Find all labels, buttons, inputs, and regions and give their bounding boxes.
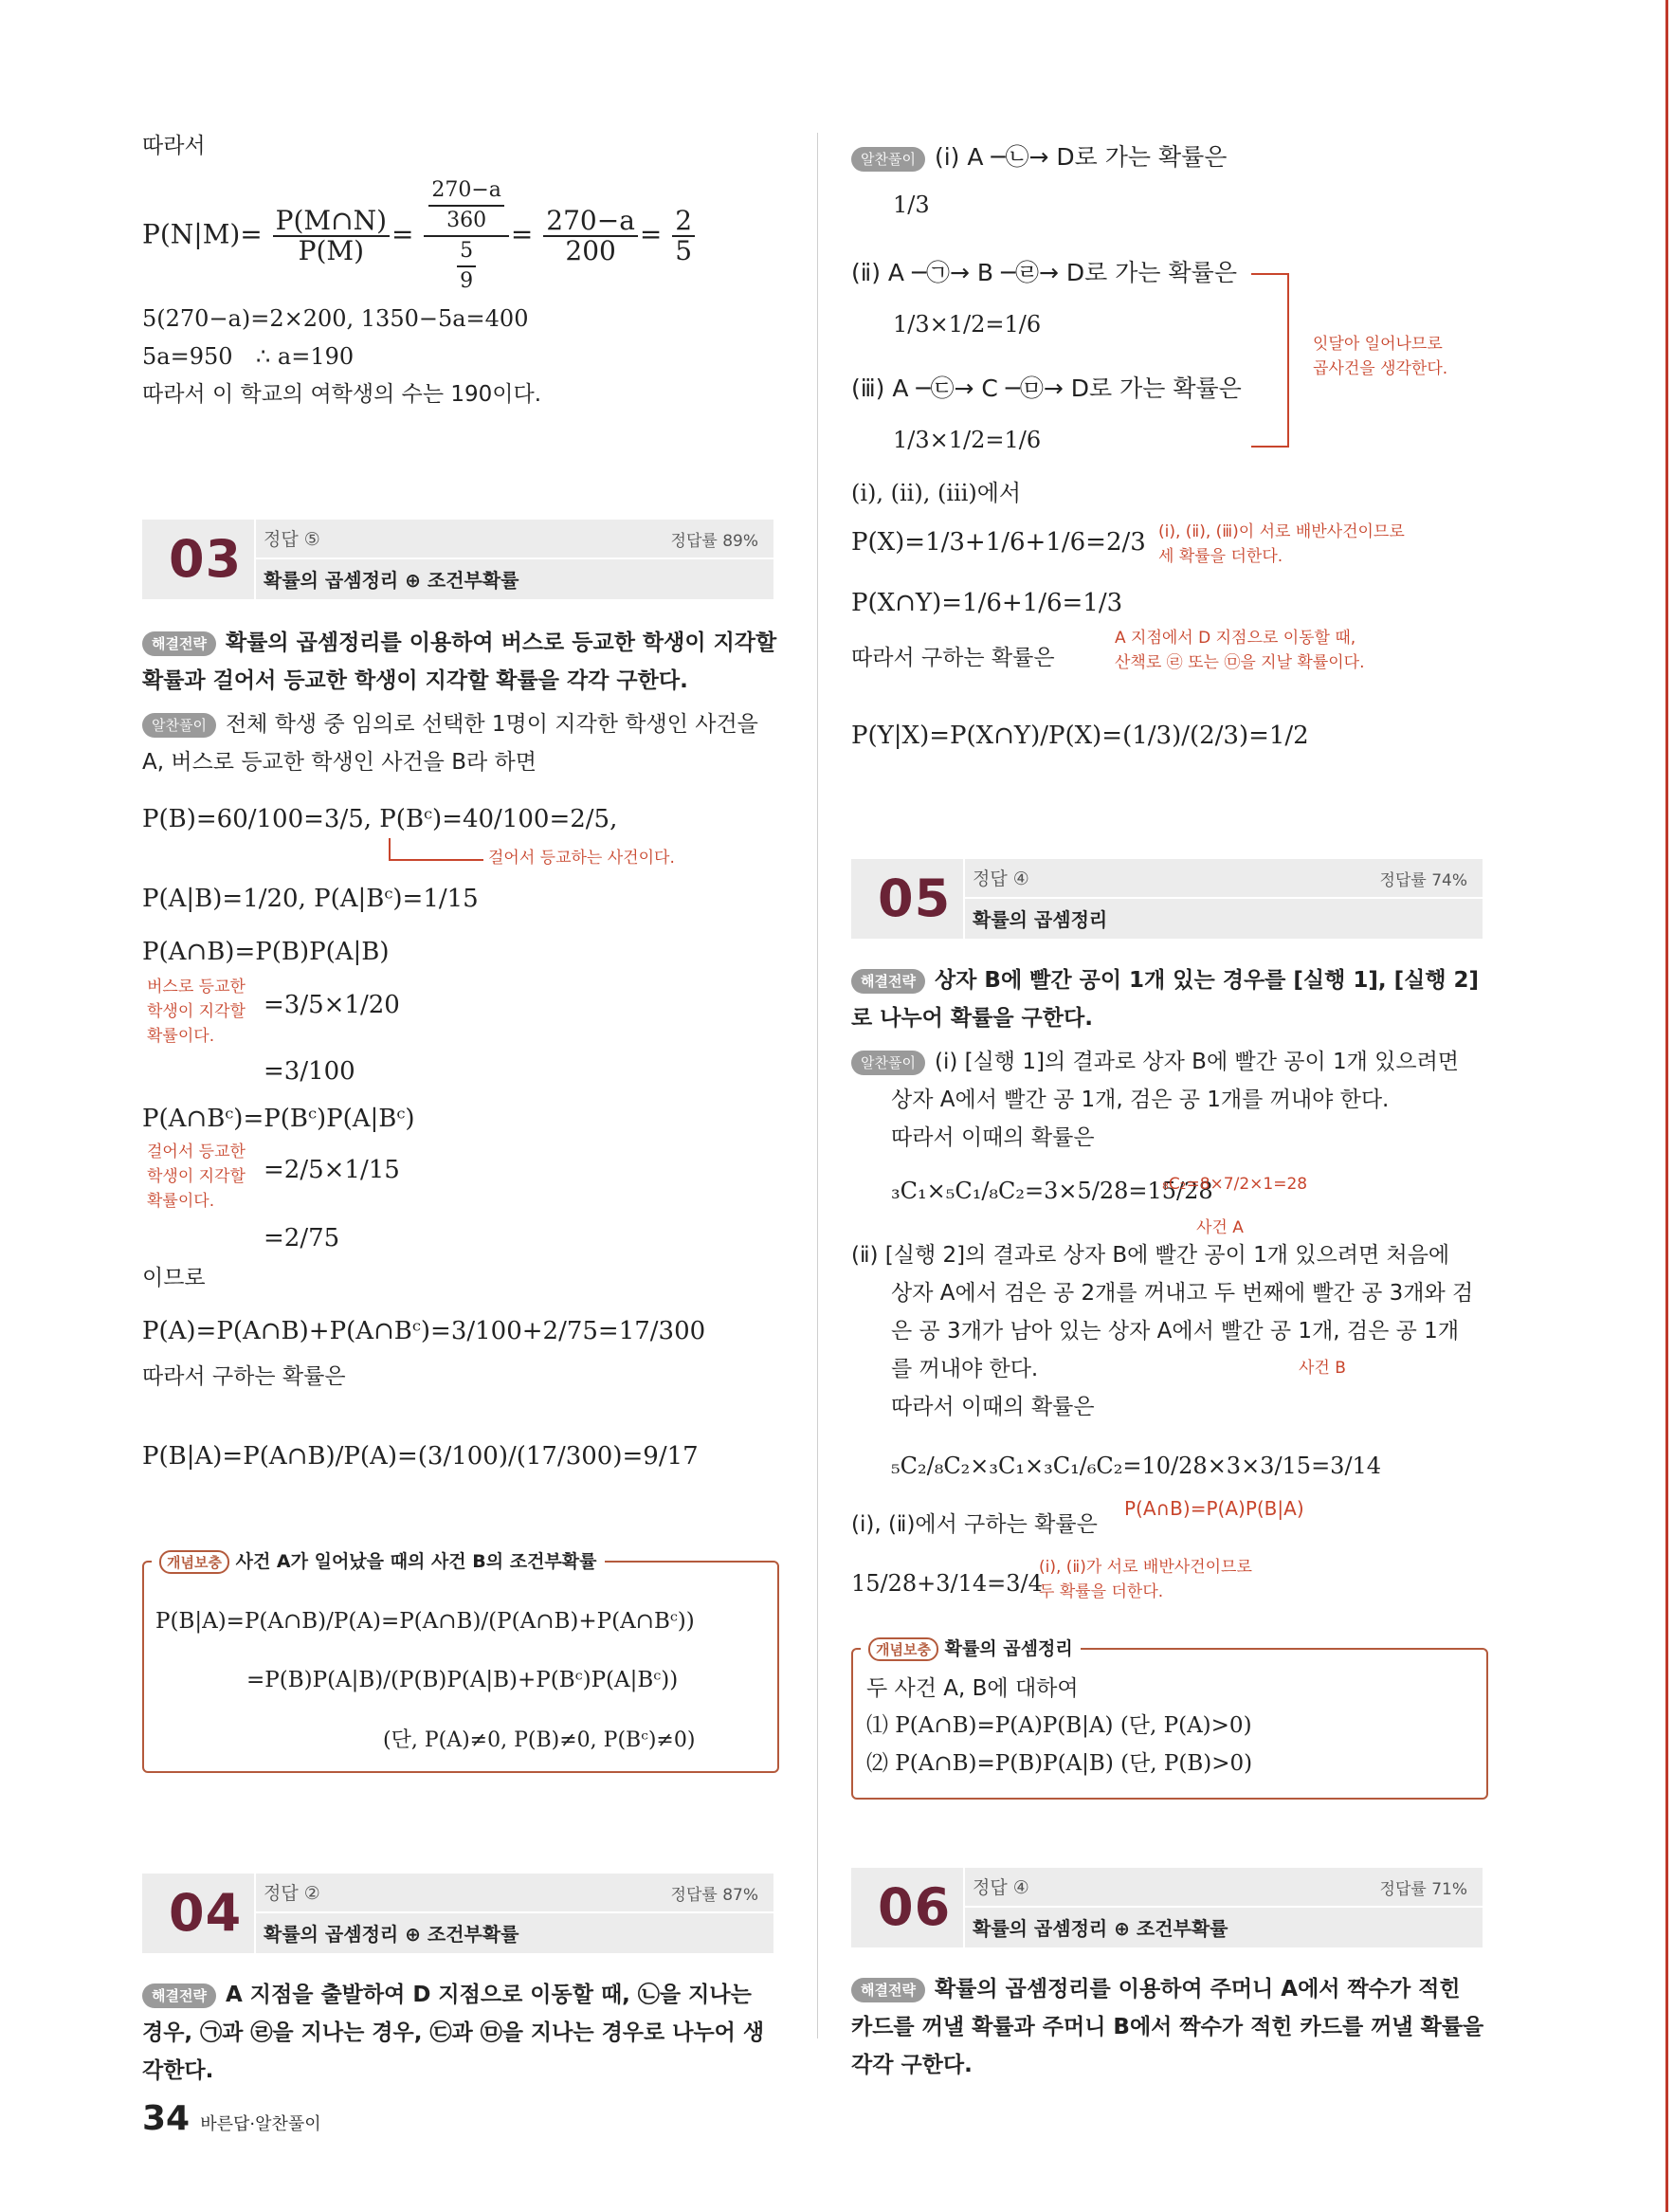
eq-pa: P(A)=P(A∩B)+P(A∩Bᶜ)=3/100+2/75=17/300	[142, 1317, 706, 1345]
note-multiplication: P(A∩B)=P(A)P(B|A)	[1124, 1497, 1304, 1520]
solution-badge: 알찬풀이	[851, 1051, 925, 1075]
note-combination: ₈C₂=8×7/2×1=28	[1162, 1175, 1308, 1194]
answer-label: 정답 ⑤	[264, 529, 320, 550]
note-line	[389, 859, 483, 861]
solution-03-intro: 알찬풀이 전체 학생 중 임의로 선택한 1명이 지각한 학생인 사건을 A, 버스로 등교한 학생인 사건을 B라 하면	[142, 712, 758, 775]
eq-pb: P(B)=60/100=3/5, P(Bᶜ)=40/100=2/5,	[142, 805, 618, 833]
section-number: 05	[878, 868, 952, 928]
r3-value: 1/3×1/2=1/6	[893, 427, 1042, 453]
section-number: 03	[169, 529, 243, 589]
formula-pnm: P(N|M)= $\frac{P(M\cap N)}{P(M)}$ = $\frac{\frac{270-a}{360}}{\frac{5}{9}}$ = $\frac{270-a}{200}$ = $\frac{2}{5}$	[142, 176, 697, 296]
strategy-badge: 해결전략	[142, 631, 216, 656]
s8-line: 를 꺼내야 한다.	[891, 1357, 1039, 1381]
note-walk: 걸어서 등교하는 사건이다.	[488, 849, 675, 868]
solution-badge: 알찬풀이	[142, 713, 216, 738]
note-path: A 지점에서 D 지점으로 이동할 때, 산책로 ㉣ 또는 ㉤을 지날 확률이다.	[1115, 629, 1365, 672]
note-line	[389, 838, 391, 861]
section-header-06	[851, 1868, 1483, 1947]
eq-s10: ₅C₂/₈C₂×₃C₁×₃C₁/₆C₂=10/28×3×3/15=3/14	[891, 1453, 1382, 1479]
section-topic: 확률의 곱셈정리 ⊕ 조건부확률	[973, 1917, 1228, 1940]
r2-line: (ⅱ) A ─㉠→ B ─㉣→ D로 가는 확률은	[851, 259, 1237, 286]
strategy-badge: 해결전략	[851, 969, 925, 994]
strategy-04: 해결전략 A 지점을 출발하여 D 지점으로 이동할 때, ㉡을 지나는 경우, ㉠과 ㉣을 지나는 경우, ㉢과 ㉤을 지나는 경우로 나누어 생각한다.	[142, 1983, 765, 2083]
eq-s12: 15/28+3/14=3/4	[851, 1570, 1043, 1597]
eq-panbc: P(A∩Bᶜ)=P(Bᶜ)P(A|Bᶜ)	[142, 1105, 415, 1133]
solution-04: 알찬풀이 (ⅰ) A ─㉡→ D로 가는 확률은	[851, 138, 1227, 177]
page-number: 34	[142, 2099, 191, 2138]
concept-box-title: 개념보충 사건 A가 일어났을 때의 사건 B의 조건부확률	[152, 1547, 605, 1574]
step-2: =3/100	[264, 1057, 355, 1086]
accuracy-rate: 정답률 74%	[1379, 871, 1467, 890]
section-number: 04	[169, 1883, 243, 1943]
step-1: =3/5×1/20	[264, 991, 400, 1019]
result-line: 따라서 이 학교의 여학생의 수는 190이다.	[142, 382, 542, 407]
eq-pba: P(B|A)=P(A∩B)/P(A)=(3/100)/(17/300)=9/17	[142, 1442, 699, 1471]
note-exclusive-2: (ⅰ), (ⅱ)가 서로 배반사건이므로 두 확률을 더한다.	[1039, 1558, 1252, 1601]
step-3: =2/5×1/15	[264, 1156, 400, 1184]
s5-line: (ⅱ) [실행 2]의 결과로 상자 B에 빨간 공이 1개 있으려면 처음에	[851, 1243, 1450, 1268]
eq-s4: ₃C₁×₅C₁/₈C₂=3×5/28=15/28	[891, 1178, 1213, 1204]
step-4: =2/75	[264, 1224, 340, 1252]
page-footer	[142, 2099, 321, 2138]
section-header-05	[851, 859, 1483, 939]
section-header-03	[142, 520, 773, 599]
page-edge	[1665, 0, 1668, 2212]
solution-05: 알찬풀이 (ⅰ) [실행 1]의 결과로 상자 B에 빨간 공이 1개 있으려면	[851, 1043, 1459, 1081]
bracket	[1287, 273, 1289, 446]
footer-label: 바른답·알찬풀이	[200, 2114, 321, 2134]
answer-label: 정답 ④	[973, 1877, 1029, 1898]
eq-pab: P(A|B)=1/20, P(A|Bᶜ)=1/15	[142, 885, 479, 913]
answer-label: 정답 ②	[264, 1883, 320, 1904]
accuracy-rate: 정답률 71%	[1379, 1880, 1467, 1899]
accuracy-rate: 정답률 89%	[670, 532, 758, 551]
strategy-badge: 해결전략	[851, 1978, 925, 2002]
note-exclusive: (ⅰ), (ⅱ), (ⅲ)이 서로 배반사건이므로 세 확률을 더한다.	[1158, 522, 1405, 566]
strategy-05: 해결전략 상자 B에 빨간 공이 1개 있는 경우를 [실행 1], [실행 2]로 나누어 확률을 구한다.	[851, 968, 1480, 1031]
s3-line: 따라서 이때의 확률은	[891, 1125, 1095, 1150]
concept-box-title: 개념보충 확률의 곱셈정리	[861, 1635, 1081, 1661]
column-divider	[817, 133, 818, 2038]
section-number: 06	[878, 1877, 952, 1937]
imeuro-text: 이므로	[142, 1266, 206, 1290]
section-header-04	[142, 1874, 773, 1953]
section-topic: 확률의 곱셈정리 ⊕ 조건부확률	[264, 569, 519, 592]
eq-line-2b: ∴ a=190	[256, 343, 355, 370]
r4-line: (ⅰ), (ⅱ), (ⅲ)에서	[851, 480, 1022, 506]
section-topic: 확률의 곱셈정리 ⊕ 조건부확률	[264, 1923, 519, 1946]
note-event-a: 사건 A	[1196, 1218, 1244, 1237]
eq-pxy: P(X∩Y)=1/6+1/6=1/3	[851, 589, 1123, 617]
strategy-03: 해결전략 확률의 곱셈정리를 이용하여 버스로 등교한 학생이 지각할 확률과 걸어서 등교한 학생이 지각할 확률을 각각 구한다.	[142, 631, 777, 693]
intro-text: 따라서	[142, 134, 206, 158]
eq-line-1: 5(270−a)=2×200, 1350−5a=400	[142, 305, 529, 332]
strategy-badge: 해결전략	[142, 1983, 216, 2008]
r3-line: (ⅲ) A ─㉢→ C ─㉤→ D로 가는 확률은	[851, 375, 1242, 402]
ddaraseo-text: 따라서 구하는 확률은	[142, 1364, 346, 1389]
concept-line-1: P(B|A)=P(A∩B)/P(A)=P(A∩B)/(P(A∩B)+P(A∩Bᶜ))	[155, 1609, 695, 1634]
s11-line: (ⅰ), (ⅱ)에서 구하는 확률은	[851, 1512, 1098, 1537]
eq-px: P(X)=1/3+1/6+1/6=2/3	[851, 528, 1146, 557]
concept-c2: ⑴ P(A∩B)=P(A)P(B|A) (단, P(A)>0)	[866, 1713, 1252, 1738]
concept-line-3: (단, P(A)≠0, P(B)≠0, P(Bᶜ)≠0)	[383, 1728, 696, 1752]
s9-line: 따라서 이때의 확률은	[891, 1395, 1095, 1419]
s2-line: 상자 A에서 빨간 공 1개, 검은 공 1개를 꺼내야 한다.	[891, 1088, 1390, 1112]
note-walk2: 걸어서 등교한 학생이 지각할 확률이다.	[147, 1143, 246, 1211]
solution-badge: 알찬풀이	[851, 147, 925, 172]
bracket	[1251, 273, 1289, 275]
strategy-06: 해결전략 확률의 곱셈정리를 이용하여 주머니 A에서 짝수가 적힌 카드를 꺼낼 확률과 주머니 B에서 짝수가 적힌 카드를 꺼낼 확률을 각각 구한다.	[851, 1977, 1484, 2077]
bracket	[1251, 446, 1289, 448]
eq-pyx: P(Y|X)=P(X∩Y)/P(X)=(1/3)/(2/3)=1/2	[851, 722, 1309, 750]
accuracy-rate: 정답률 87%	[670, 1886, 758, 1905]
section-topic: 확률의 곱셈정리	[973, 908, 1108, 931]
concept-line-2: =P(B)P(A|B)/(P(B)P(A|B)+P(Bᶜ)P(A|Bᶜ))	[246, 1668, 679, 1692]
answer-label: 정답 ④	[973, 868, 1029, 889]
r2-value: 1/3×1/2=1/6	[893, 311, 1042, 338]
concept-c3: ⑵ P(A∩B)=P(B)P(A|B) (단, P(B)>0)	[866, 1751, 1253, 1776]
note-event-b: 사건 B	[1299, 1359, 1346, 1378]
note-bus: 버스로 등교한 학생이 지각할 확률이다.	[147, 978, 246, 1046]
r5-line: 따라서 구하는 확률은	[851, 646, 1055, 670]
eq-line-2a: 5a=950	[142, 343, 233, 370]
s6-line: 상자 A에서 검은 공 2개를 꺼내고 두 번째에 빨간 공 3개와 검	[891, 1281, 1474, 1306]
note-consecutive: 잇달아 일어나므로 곱사건을 생각한다.	[1313, 335, 1448, 378]
concept-c1: 두 사건 A, B에 대하여	[866, 1676, 1079, 1701]
s7-line: 은 공 3개가 남아 있는 상자 A에서 빨간 공 1개, 검은 공 1개	[891, 1319, 1460, 1344]
eq-panb: P(A∩B)=P(B)P(A|B)	[142, 938, 390, 966]
r1-value: 1/3	[893, 192, 930, 218]
